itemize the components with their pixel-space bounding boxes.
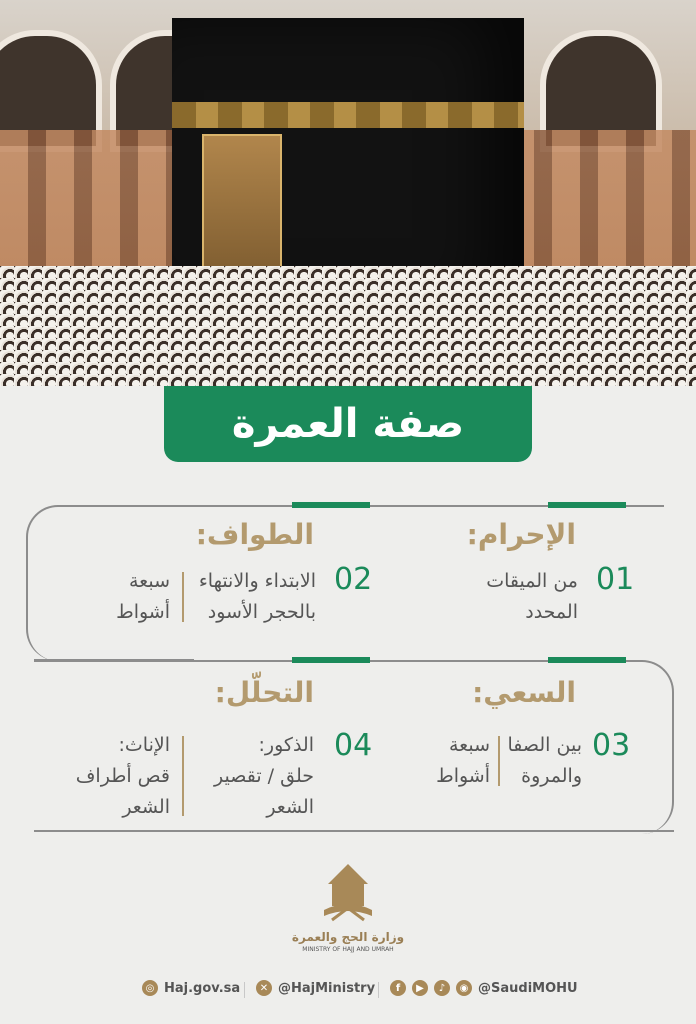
page-title: صفة العمرة — [164, 386, 532, 462]
facebook-icon[interactable]: f — [390, 980, 406, 996]
step-number: 01 — [596, 562, 635, 597]
step-number: 02 — [334, 562, 373, 597]
tiktok-icon[interactable]: ♪ — [434, 980, 450, 996]
website-link[interactable]: ◎ Haj.gov.sa — [142, 980, 240, 996]
step-heading: الإحرام: — [466, 518, 576, 551]
ministry-logo-icon — [318, 862, 378, 932]
kaaba-photo — [0, 0, 696, 386]
accent-bar — [548, 502, 626, 508]
x-icon: ✕ — [256, 980, 272, 996]
step-heading: الطواف: — [195, 518, 314, 551]
divider — [244, 982, 245, 998]
step-text: سبعة أشواط — [116, 570, 170, 623]
step-heading: التحلّل: — [214, 676, 314, 709]
instagram-icon[interactable]: ◉ — [456, 980, 472, 996]
step-text: بين الصفا والمروة — [507, 734, 582, 787]
crowd — [0, 266, 696, 386]
accent-bar — [292, 657, 370, 663]
step-text: الذكور: حلق / تقصير الشعر — [214, 734, 314, 818]
ministry-name-en: MINISTRY OF HAJJ AND UMRAH — [302, 946, 394, 953]
divider — [378, 982, 379, 998]
x-link[interactable]: ✕ @HajMinistry — [256, 980, 375, 996]
step-heading: السعي: — [472, 676, 576, 709]
youtube-icon[interactable]: ▶ — [412, 980, 428, 996]
column-divider — [182, 736, 184, 816]
step-number: 04 — [334, 728, 373, 763]
footer — [0, 980, 696, 1000]
column-divider — [498, 736, 500, 786]
step-text: من الميقات المحدد — [486, 570, 578, 623]
step-text: الابتداء والانتهاء بالحجر الأسود — [198, 570, 316, 623]
divider-line — [34, 830, 674, 832]
accent-bar — [292, 502, 370, 508]
step-text: الإناث: قص أطراف الشعر — [75, 734, 170, 818]
accent-bar — [548, 657, 626, 663]
step-text: سبعة أشواط — [436, 734, 490, 787]
globe-icon: ◎ — [142, 980, 158, 996]
column-divider — [182, 572, 184, 622]
kaaba-door — [202, 134, 282, 288]
social-links[interactable]: f ▶ ♪ ◉ @SaudiMOHU — [390, 980, 578, 996]
kiswa-belt — [172, 102, 524, 128]
step-number: 03 — [592, 728, 631, 763]
ministry-name-ar: وزارة الحج والعمرة — [291, 930, 405, 944]
